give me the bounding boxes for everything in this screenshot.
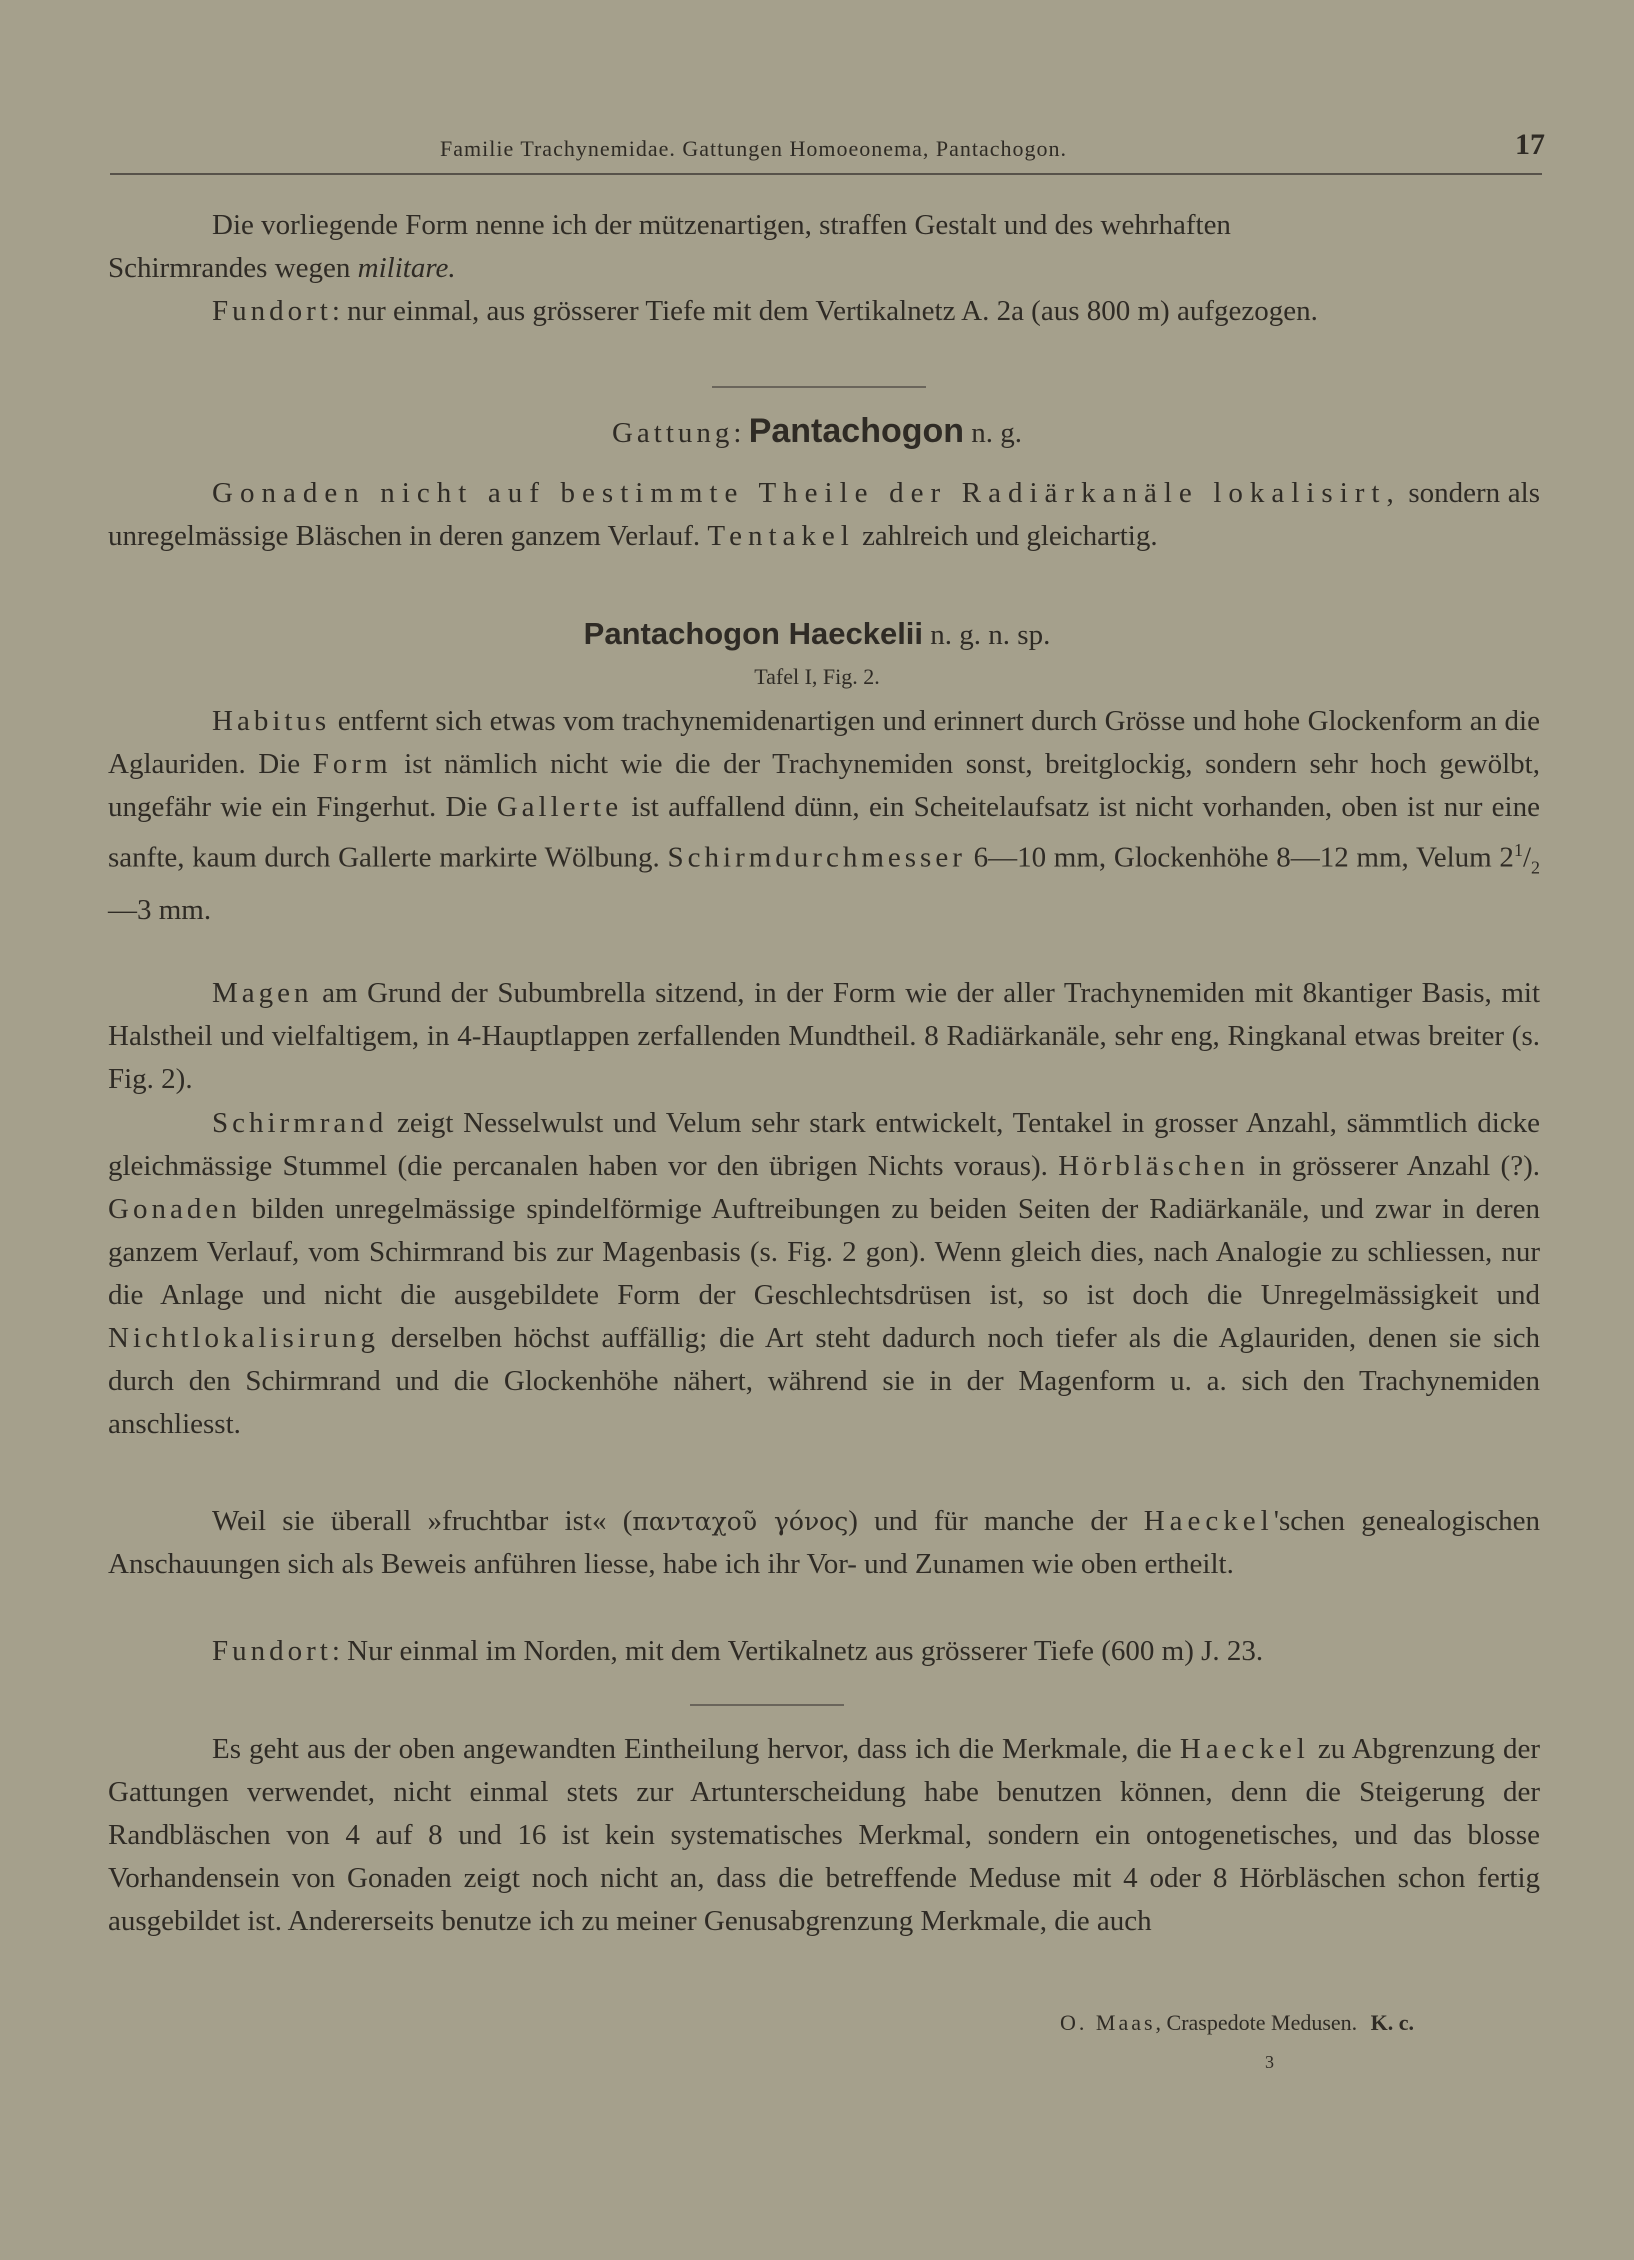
paragraph-schirmrand: Schirmrand zeigt Nesselwulst und Velum sehr stark entwickelt, Tentakel in grosser Anzahl, sämmtlich dicke gleichmässige Stummel (die percanalen haben vor den übrigen Nichts voraus). Hörbläschen in grösserer Anzahl (?). Gonaden bilden unregelmässige spindelförmige Auftreibungen zu beiden Seiten der Radiärkanäle, und zwar in deren ganzem Verlauf, vom Schirmrand bis zur Magenbasis (s. Fig. 2 gon). Wenn gleich dies, nach Analogie zu schliessen, nur die Anlage und nicht die ausgebildete Form der Geschlechtsdrüsen ist, so ist doch die Unregelmässigkeit und Nichtlokalisirung derselben höchst auffällig; die Art steht dadurch noch tiefer als die Aglauriden, denen sie sich durch den Schirmrand und die Glockenhöhe nähert, während sie in der Magenform u. a. sich den Trachynemiden anschliesst.	[108, 1107, 1540, 1440]
species-heading: Pantachogon Haeckelii n. g. n. sp.	[583, 616, 1051, 651]
footer-line: O. Maas, Craspedote Medusen. K. c.	[1060, 2010, 1415, 2035]
paragraph-fundort-1: Fundort: nur einmal, aus grösserer Tiefe mit dem Vertikalnetz A. 2a (aus 800 m) aufgezogen.	[212, 295, 1318, 327]
species-name: Pantachogon Haeckelii	[583, 616, 924, 651]
paragraph-fundort-2: Fundort: Nur einmal im Norden, mit dem Vertikalnetz aus grösserer Tiefe (600 m) J. 23.	[212, 1635, 1264, 1667]
paragraph-form-name: Die vorliegende Form nenne ich der mützenartigen, straffen Gestalt und des wehrhaften Schirmrandes wegen militare.	[108, 209, 1231, 284]
paragraph-habitus: Habitus entfernt sich etwas vom trachynemidenartigen und erinnert durch Grösse und hohe Glockenform an die Aglauriden. Die Form ist nämlich nicht wie die der Trachynemiden sonst, breitglockig, sondern sehr hoch gewölbt, ungefähr wie ein Fingerhut. Die Gallerte ist auffallend dünn, ein Scheitelaufsatz ist nicht vorhanden, oben ist nur eine sanfte, kaum durch Gallerte markirte Wölbung. Schirmdurchmesser 6—10 mm, Glockenhöhe 8—12 mm, Velum $2^1/_2—3$ mm.	[108, 705, 1540, 927]
genus-name: Pantachogon	[748, 412, 965, 450]
page-number: 17	[1515, 128, 1545, 161]
paragraph-magen: Magen am Grund der Subumbrella sitzend, in der Form wie der aller Trachynemiden mit 8kantiger Basis, mit Halstheil und vielfaltigem, in 4-Hauptlappen zerfallenden Mundtheil. 8 Radiärkanäle, sehr eng, Ringkanal etwas breiter (s. Fig. 2).	[108, 977, 1540, 1095]
header-rule	[110, 173, 1542, 175]
species-epithet: militare.	[357, 252, 456, 284]
section-divider-2	[690, 1704, 844, 1706]
plate-reference: Tafel I, Fig. 2.	[754, 664, 880, 689]
section-divider	[712, 386, 926, 388]
paragraph-naming: Weil sie überall »fruchtbar ist« (πανταχοῦ γόνος) und für manche der Haeckel'schen genealogischen Anschauungen sich als Beweis anführen liesse, habe ich ihr Vor- und Zunamen wie oben ertheilt.	[108, 1505, 1540, 1580]
running-header: Familie Trachynemidae. Gattungen Homoeonema, Pantachogon.	[440, 136, 1068, 161]
genus-heading: Gattung: Pantachogon n. g.	[611, 412, 1023, 450]
greek-phrase: πανταχοῦ γόνος	[632, 1507, 849, 1536]
paragraph-discussion: Es geht aus der oben angewandten Eintheilung hervor, dass ich die Merkmale, die Haeckel zu Abgrenzung der Gattungen verwendet, nicht einmal stets zur Artunterscheidung habe benutzen können, denn die Steigerung der Randbläschen von 4 auf 8 und 16 ist kein systematisches Merkmal, sondern ein ontogenetisches, und das blosse Vorhandensein von Gonaden zeigt noch nicht an, dass die betreffende Meduse mit 4 oder 8 Hörbläschen schon fertig ausgebildet ist. Andererseits benutze ich zu meiner Genusabgrenzung Merkmale, die auch	[108, 1733, 1540, 1937]
paragraph-genus-diagnosis: Gonaden nicht auf bestimmte Theile der Radiärkanäle lokalisirt, sondern als unregelmässige Bläschen in deren ganzem Verlauf. Tentakel zahlreich und gleichartig.	[108, 477, 1540, 552]
signature-mark: 3	[1265, 2052, 1274, 2072]
